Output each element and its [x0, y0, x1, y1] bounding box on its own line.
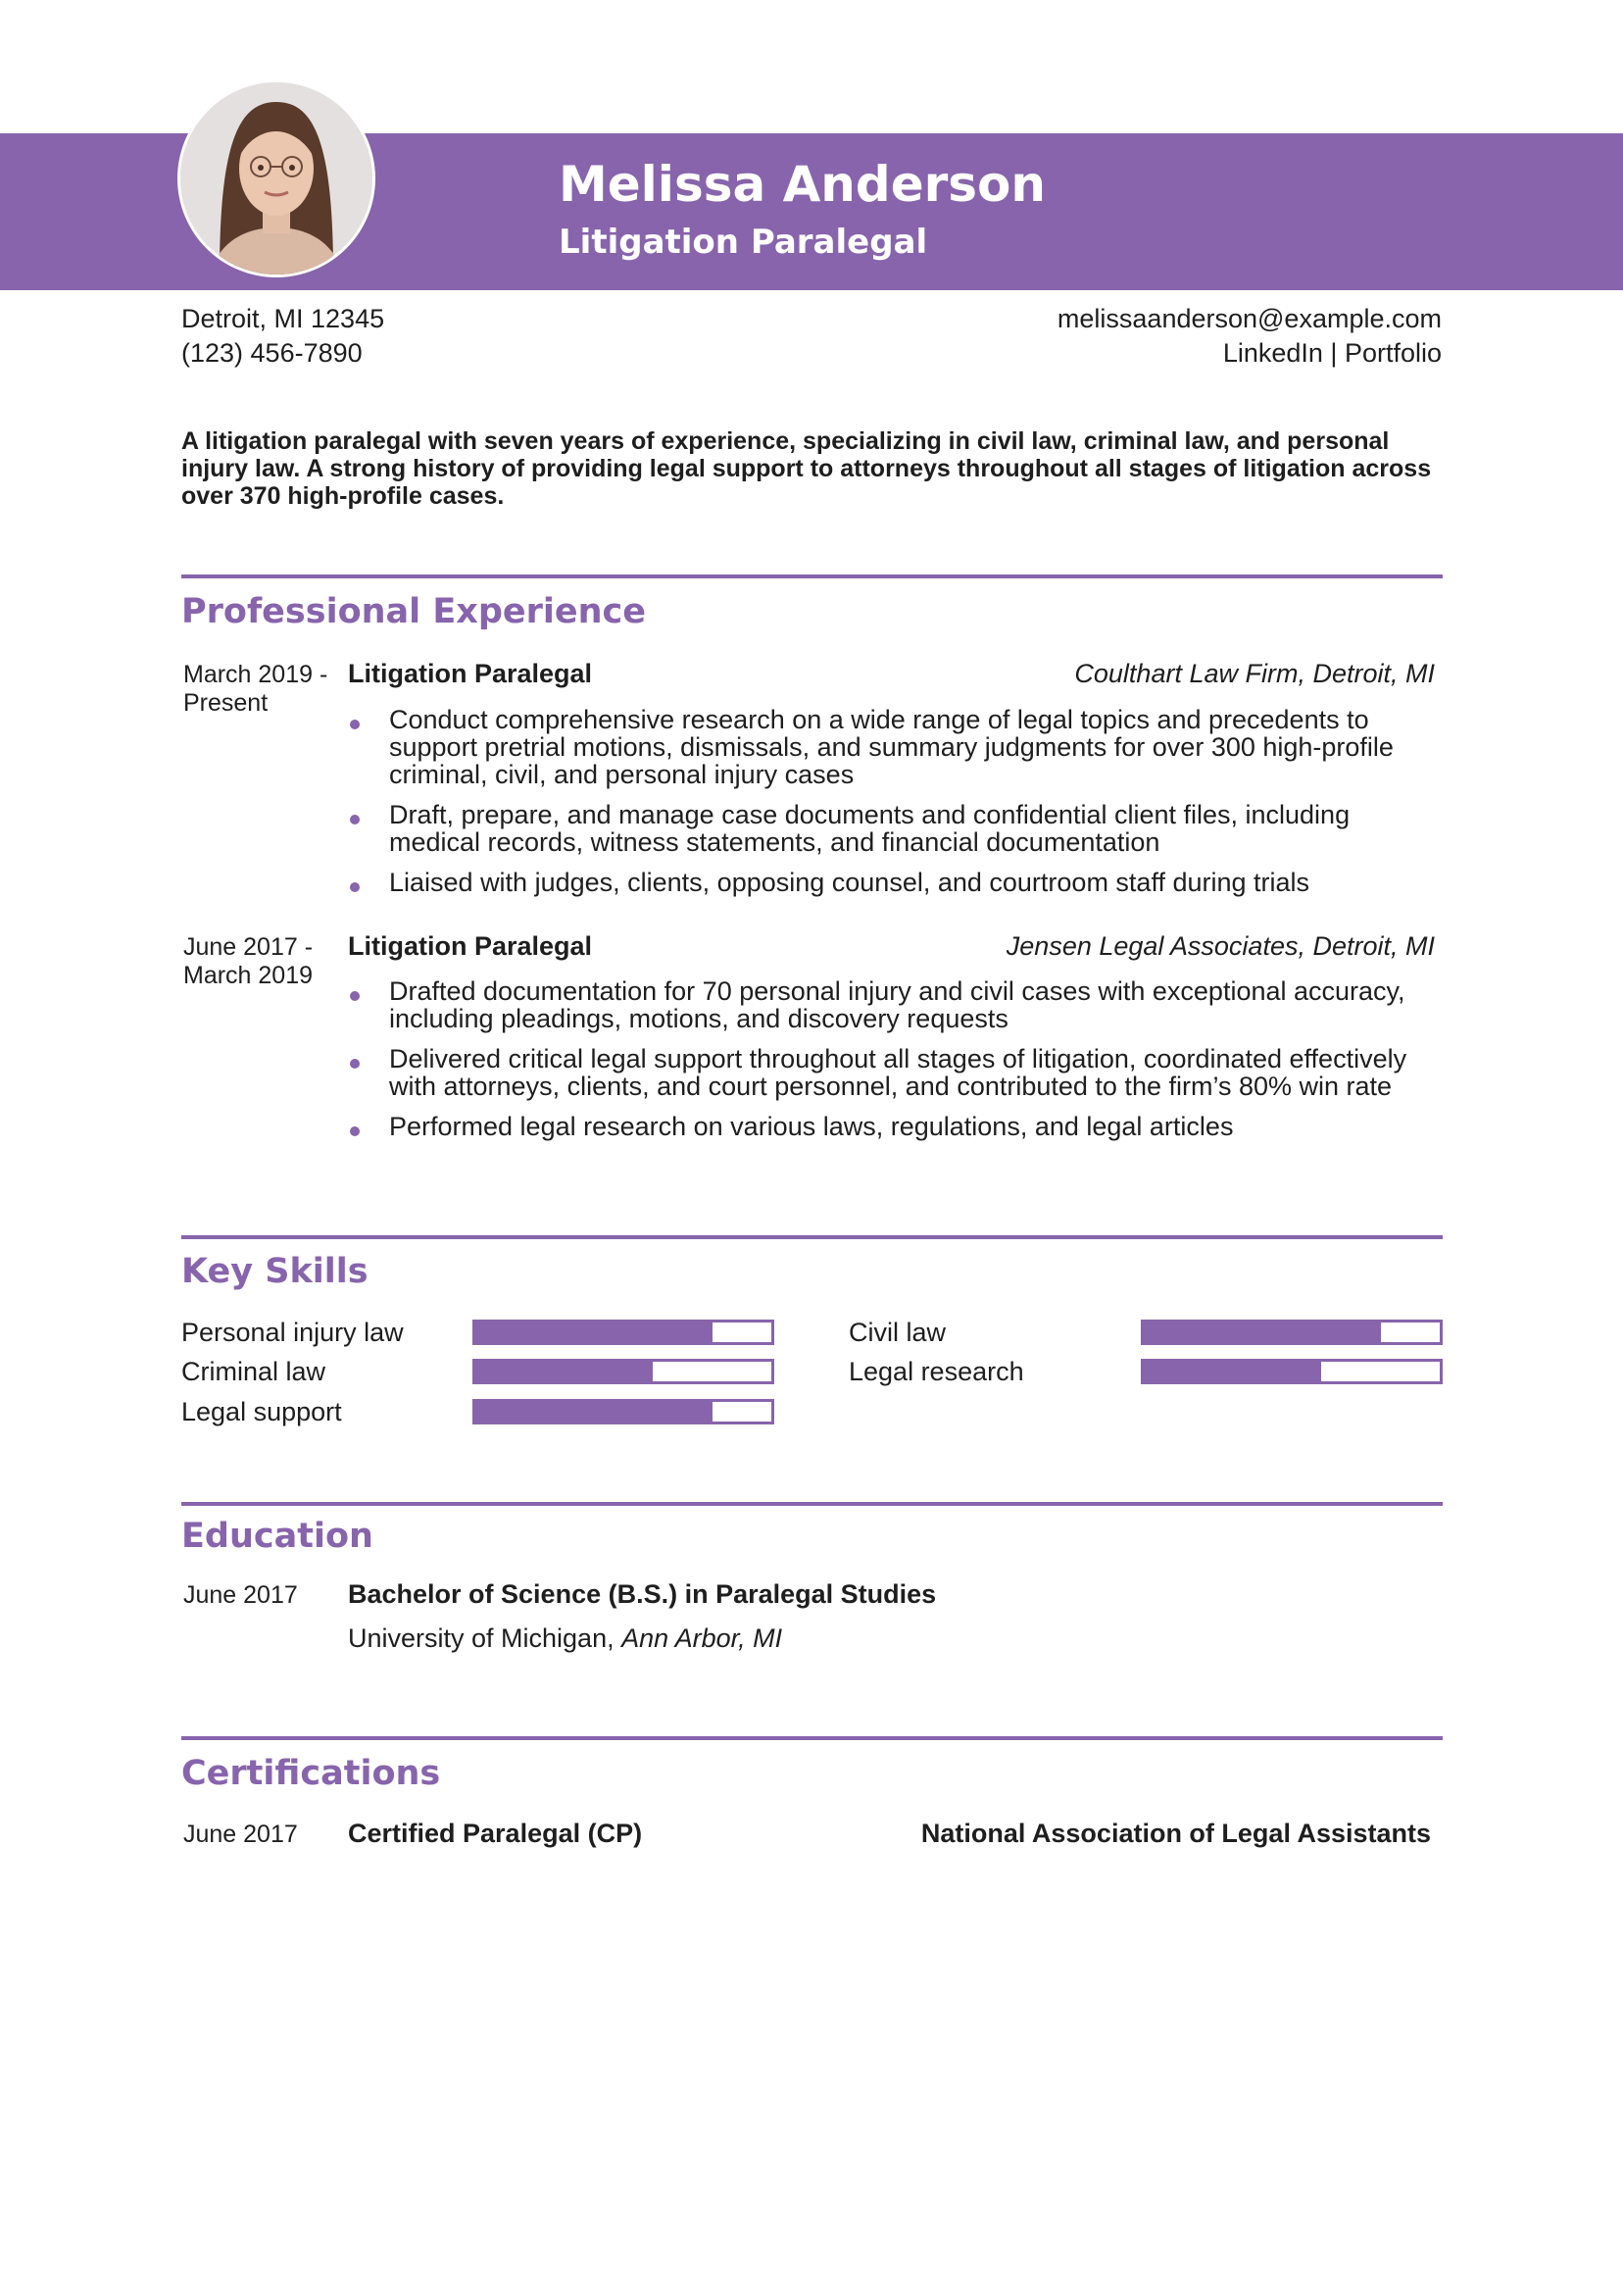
contact-location: Detroit, MI 12345: [181, 304, 385, 333]
skill-level-fill: [475, 1402, 713, 1422]
bullet-dot-icon: [350, 1059, 360, 1069]
bullet-dot-icon: [350, 882, 360, 892]
education-date: June 2017: [183, 1581, 298, 1609]
contact-right: [1057, 302, 1442, 371]
skill-label: Legal support: [181, 1397, 342, 1426]
certifications-heading: Certifications: [181, 1754, 441, 1793]
certification-date: June 2017: [183, 1821, 298, 1848]
bullet-dot-icon: [350, 991, 360, 1001]
skill-level-bar: [472, 1359, 774, 1384]
skill-level-bar: [472, 1320, 774, 1345]
job-date: June 2017 - March 2019: [183, 933, 314, 989]
job-bullet: Liaised with judges, clients, opposing counsel, and courtroom staff during trials: [348, 869, 1446, 896]
job-bullet: Performed legal research on various laws, regulations, and legal articles: [348, 1113, 1446, 1140]
profile-photo-image: [180, 82, 372, 275]
certification-name: Certified Paralegal (CP): [348, 1819, 643, 1848]
education-location: Ann Arbor, MI: [621, 1623, 783, 1653]
skill-label: Civil law: [849, 1318, 947, 1347]
experience-heading: Professional Experience: [181, 592, 647, 631]
section-divider: [181, 1502, 1443, 1506]
job-date: March 2019 - Present: [183, 661, 328, 717]
skill-level-bar: [1141, 1359, 1443, 1384]
education-degree: Bachelor of Science (B.S.) in Paralegal Studies: [348, 1579, 937, 1609]
job-bullet: Delivered critical legal support throughout all stages of litigation, coordinated effectively with attorneys, clients, and court personnel, and contributed to the firm’s 80% win rate: [348, 1045, 1446, 1100]
bullet-dot-icon: [350, 815, 360, 824]
bullet-dot-icon: [350, 1126, 360, 1136]
contact-phone: (123) 456-7890: [181, 338, 363, 368]
summary-paragraph: A litigation paralegal with seven years of experience, specializing in civil law, criminal law, and personal injury law. A strong history of providing legal support to attorneys throughout all stages of litigation across over 370 high-profile cases.: [181, 427, 1432, 510]
job-bullets: [348, 706, 1446, 909]
skill-level-fill: [1144, 1362, 1321, 1381]
profile-photo: [180, 82, 372, 275]
education-school: University of Michigan, Ann Arbor, MI: [348, 1623, 783, 1653]
job-bullets: [348, 977, 1446, 1153]
candidate-title: Litigation Paralegal: [559, 223, 928, 262]
education-heading: Education: [181, 1517, 373, 1556]
skills-heading: Key Skills: [181, 1252, 369, 1291]
certification-organization: National Association of Legal Assistants: [920, 1819, 1431, 1848]
job-company: Jensen Legal Associates, Detroit, MI: [1006, 931, 1435, 961]
contact-links[interactable]: LinkedIn | Portfolio: [1222, 338, 1442, 368]
job-bullet: Drafted documentation for 70 personal injury and civil cases with exceptional accuracy, including pleadings, motions, and discovery requests: [348, 977, 1446, 1032]
skill-level-fill: [1144, 1323, 1381, 1342]
skill-label: Criminal law: [181, 1357, 326, 1386]
bullet-dot-icon: [350, 720, 360, 729]
candidate-name: Melissa Anderson: [559, 156, 1046, 213]
skill-label: Personal injury law: [181, 1318, 404, 1347]
job-title: Litigation Paralegal: [348, 659, 593, 688]
contact-email[interactable]: melissaanderson@example.com: [1057, 304, 1442, 333]
job-title: Litigation Paralegal: [348, 931, 593, 961]
section-divider: [181, 574, 1443, 578]
skill-level-fill: [475, 1362, 653, 1381]
skill-level-fill: [475, 1323, 713, 1342]
skill-level-bar: [1141, 1320, 1443, 1345]
contact-left: [181, 302, 384, 371]
job-bullet: Draft, prepare, and manage case documents and confidential client files, including medical records, witness statements, and financial documentation: [348, 801, 1446, 856]
section-divider: [181, 1235, 1443, 1239]
skill-level-bar: [472, 1399, 774, 1424]
job-company: Coulthart Law Firm, Detroit, MI: [1074, 659, 1435, 688]
job-bullet: Conduct comprehensive research on a wide range of legal topics and precedents to support pretrial motions, dismissals, and summary judgments for over 300 high-profile criminal, civil, and personal injury cases: [348, 706, 1446, 788]
skill-label: Legal research: [849, 1357, 1024, 1386]
section-divider: [181, 1736, 1443, 1740]
education-school-name: University of Michigan: [348, 1623, 608, 1653]
